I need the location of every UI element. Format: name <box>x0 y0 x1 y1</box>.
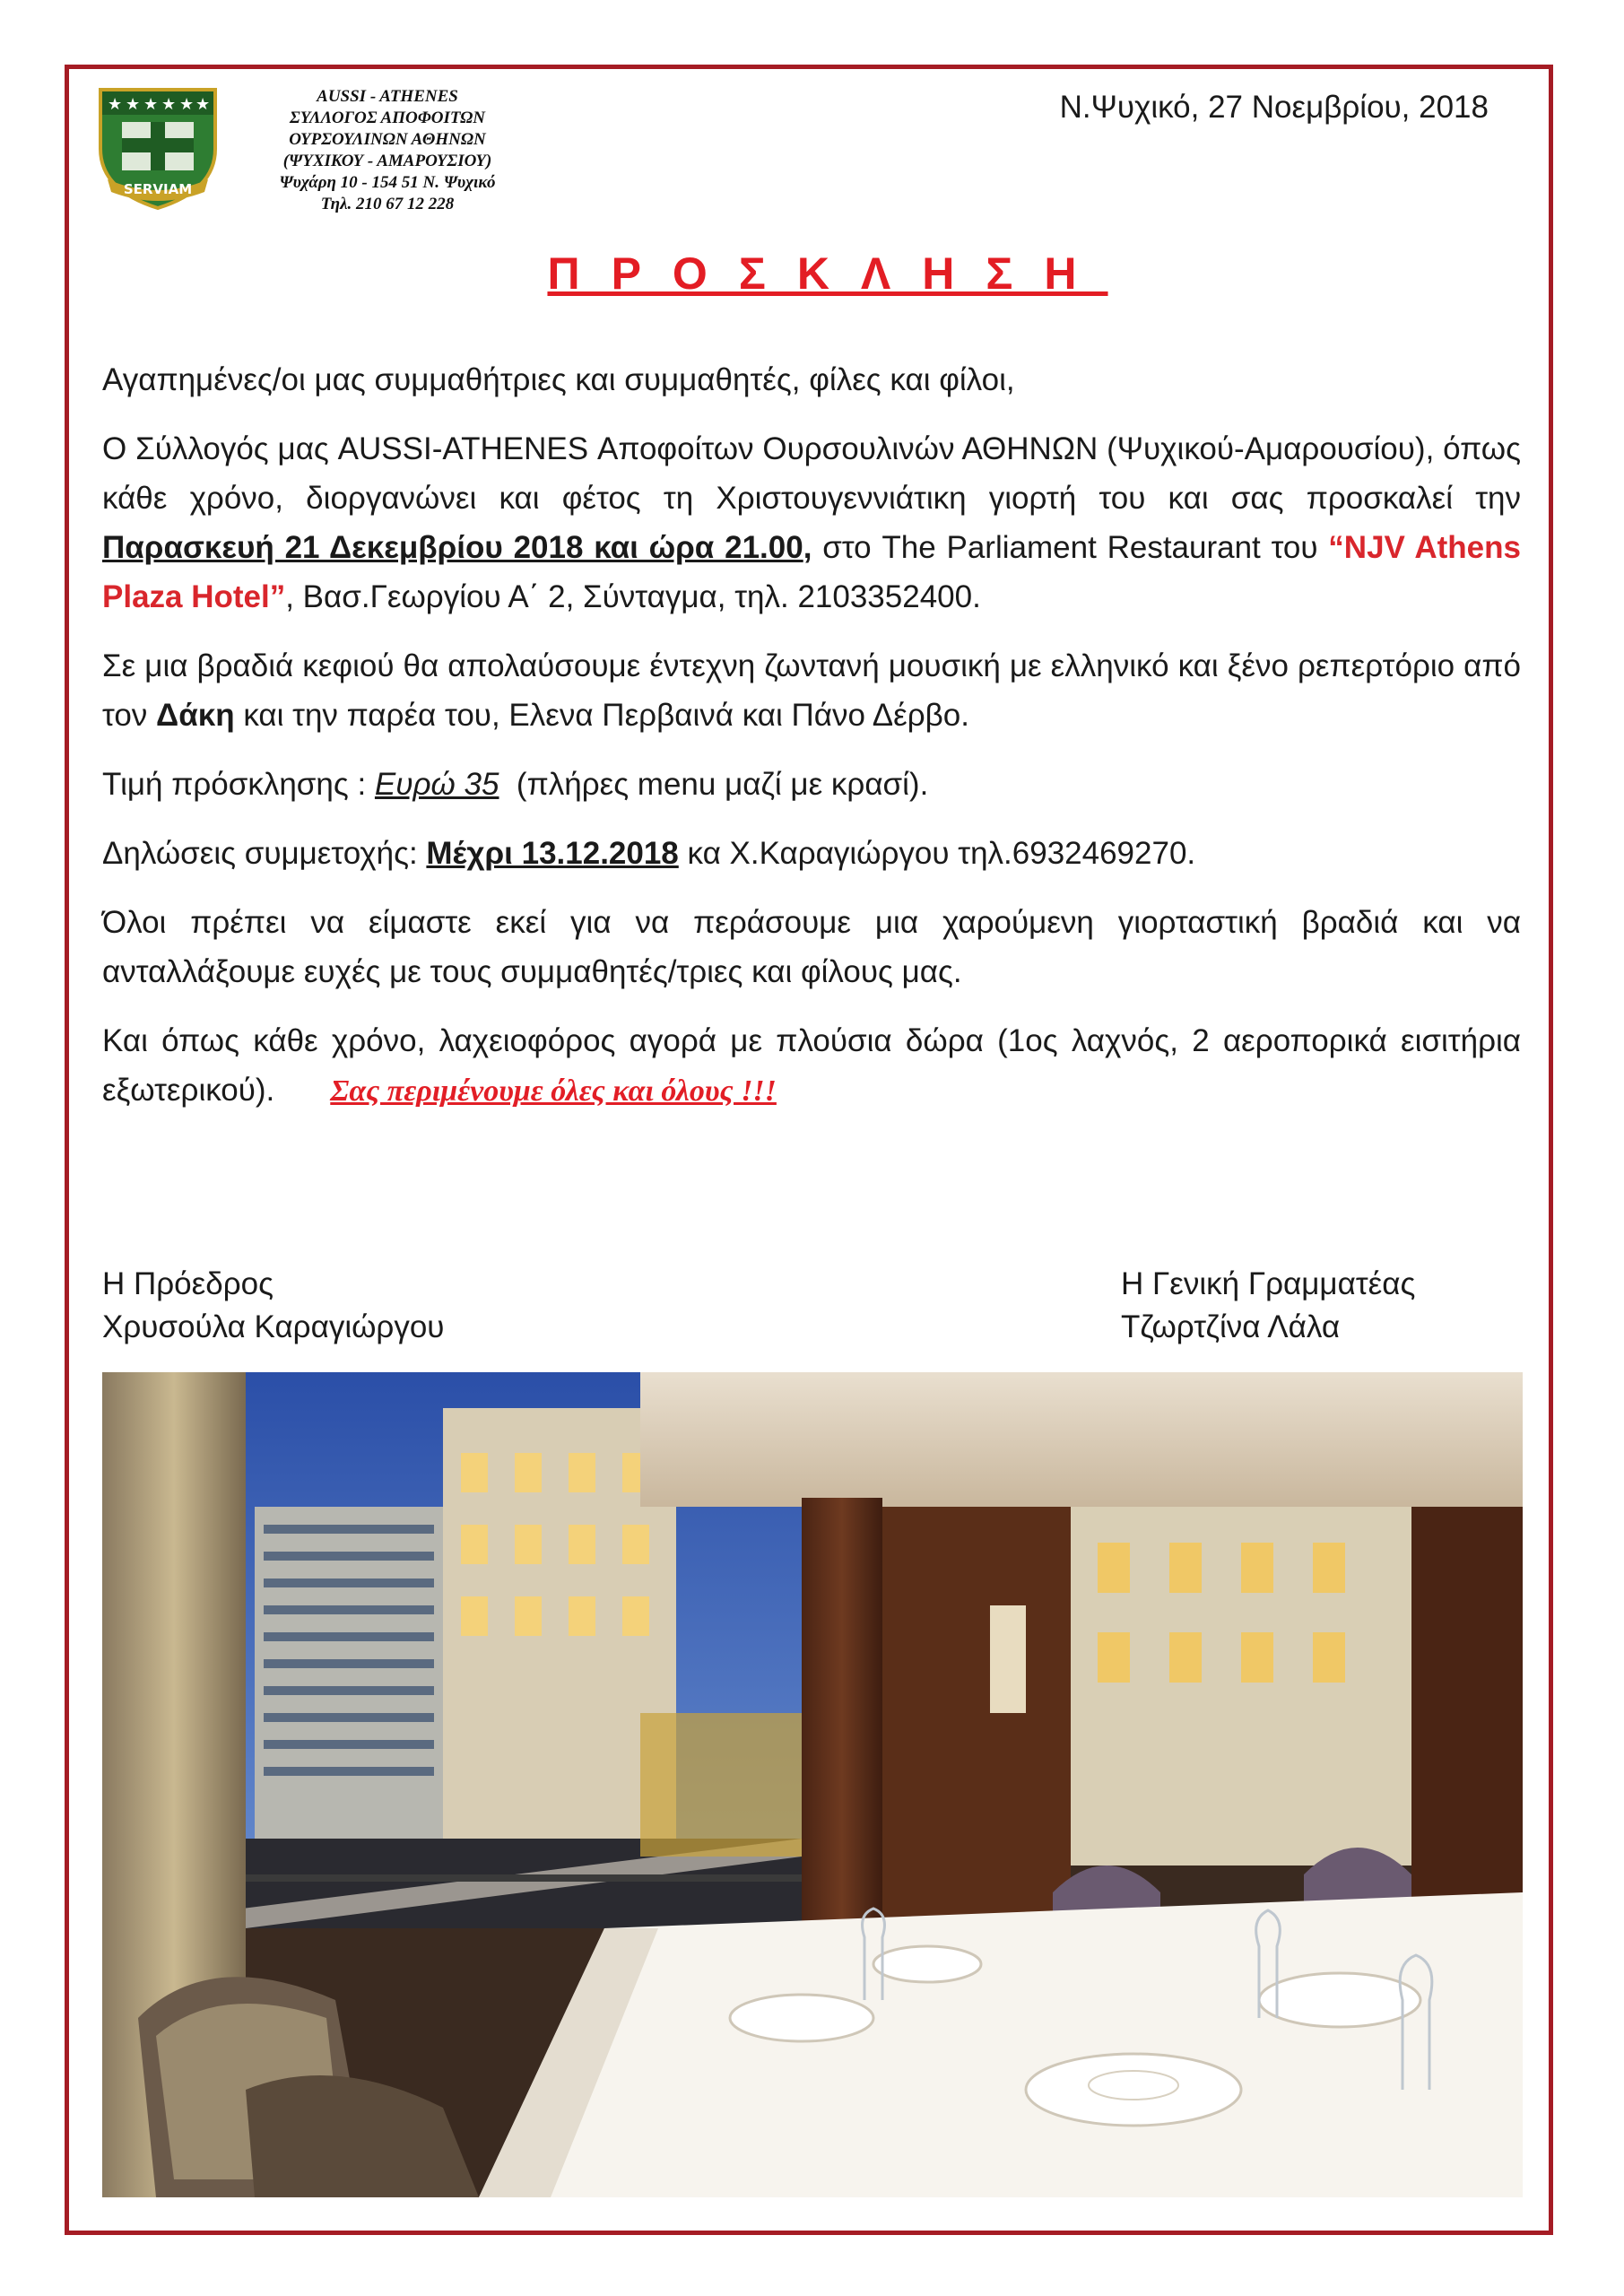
signature-role: Η Γενική Γραμματέας <box>1121 1266 1416 1301</box>
rsvp-contact: κα Χ.Καραγιώργου τηλ.6932469270. <box>678 836 1196 871</box>
letter-date: Ν.Ψυχικό, 27 Νοεμβρίου, 2018 <box>1059 90 1489 125</box>
rsvp-deadline: Μέχρι 13.12.2018 <box>426 836 679 871</box>
event-paragraph <box>102 424 1521 622</box>
org-line: Ψυχάρη 10 - 154 51 Ν. Ψυχικό <box>279 173 496 192</box>
price-value: Ευρώ 35 <box>374 767 499 802</box>
school-crest-logo <box>95 86 221 212</box>
event-datetime: Παρασκευή 21 Δεκεμβρίου 2018 και ώρα 21.00 <box>102 530 803 565</box>
price-label: Τιμή πρόσκλησης : <box>102 767 375 802</box>
price-note: (πλήρες menu μαζί με κρασί). <box>499 767 929 802</box>
greeting: Αγαπημένες/οι μας συμμαθήτριες και συμμαθητές, φίλες και φίλοι, <box>102 362 1015 397</box>
signature-role: Η Πρόεδρος <box>102 1266 274 1301</box>
signature-name: Χρυσούλα Καραγιώργου <box>102 1309 445 1344</box>
text-span: Σε μια βραδιά κεφιού θα απολαύσουμε έντεχνη ζωντανή μουσική με ελληνικό και ξένο ρεπερτόριο από τον <box>102 648 1521 733</box>
raffle-paragraph <box>102 1016 1521 1116</box>
raffle-text: Και όπως κάθε χρόνο, λαχειοφόρος αγορά με πλούσια δώρα (1ος λαχνός, 2 αεροπορικά εισιτήρια εξωτερικού). <box>102 1023 1521 1108</box>
text-span: , Βασ.Γεωργίου Α΄ 2, Σύνταγμα, τηλ. 2103352400. <box>285 579 981 614</box>
text-span: Ο Σύλλογός μας AUSSI-ATHENES Αποφοίτων Ουρσουλινών ΑΘΗΝΩΝ (Ψυχικού-Αμαρουσίου), όπως κάθε χρόνο, διοργανώνει και φέτος τη Χριστουγεννιάτικη γιορτή του και σας προσκαλεί την <box>102 431 1521 516</box>
svg-text:★: ★ <box>126 95 141 114</box>
org-line: AUSSI - ATHENES <box>317 87 458 106</box>
logo-motto: SERVIAM <box>123 181 193 197</box>
signature-president <box>102 1263 444 1349</box>
hotel-name: “NJV Athens Plaza Hotel” <box>102 530 1521 614</box>
rsvp-label: Δηλώσεις συμμετοχής: <box>102 836 427 871</box>
svg-text:★: ★ <box>195 95 211 114</box>
closing-phrase: Σας περιμένουμε όλες και όλους !!! <box>330 1074 777 1108</box>
invitation-title: ΠΡΟΣΚΛΗΣΗ <box>547 248 1108 299</box>
text-span: και την παρέα του, Ελενα Περβαινά και Πάνο Δέρβο. <box>234 698 969 733</box>
rsvp-line <box>102 829 1521 878</box>
price-line <box>102 760 1521 809</box>
text-span: , <box>803 530 812 565</box>
org-line: ΣΥΛΛΟΓΟΣ ΑΠΟΦΟΙΤΩΝ <box>290 109 485 127</box>
gathering-paragraph: Όλοι πρέπει να είμαστε εκεί για να περάσουμε μια χαρούμενη γιορταστική βραδιά και να ανταλλάξουμε ευχές με τους συμμαθητές/τριες και φίλους μας. <box>102 905 1521 989</box>
svg-text:★: ★ <box>179 95 195 114</box>
svg-text:★: ★ <box>108 95 123 114</box>
music-paragraph <box>102 641 1521 740</box>
signature-secretary <box>1121 1263 1415 1349</box>
letter-body <box>102 355 1521 1135</box>
restaurant-photo <box>102 1372 1523 2197</box>
svg-text:★: ★ <box>143 95 159 114</box>
signature-name: Τζωρτζίνα Λάλα <box>1121 1309 1341 1344</box>
org-line: (ΨΥΧΙΚΟΥ - ΑΜΑΡΟΥΣΙΟΥ) <box>282 152 492 170</box>
org-line: ΟΥΡΣΟΥΛΙΝΩΝ ΑΘΗΝΩΝ <box>289 130 486 149</box>
text-span: στο The Parliament Restaurant του <box>812 530 1329 565</box>
artist-name: Δάκη <box>156 698 235 733</box>
org-line: Τηλ. 210 67 12 228 <box>320 195 455 213</box>
svg-text:★: ★ <box>161 95 177 114</box>
organization-address <box>235 86 540 215</box>
